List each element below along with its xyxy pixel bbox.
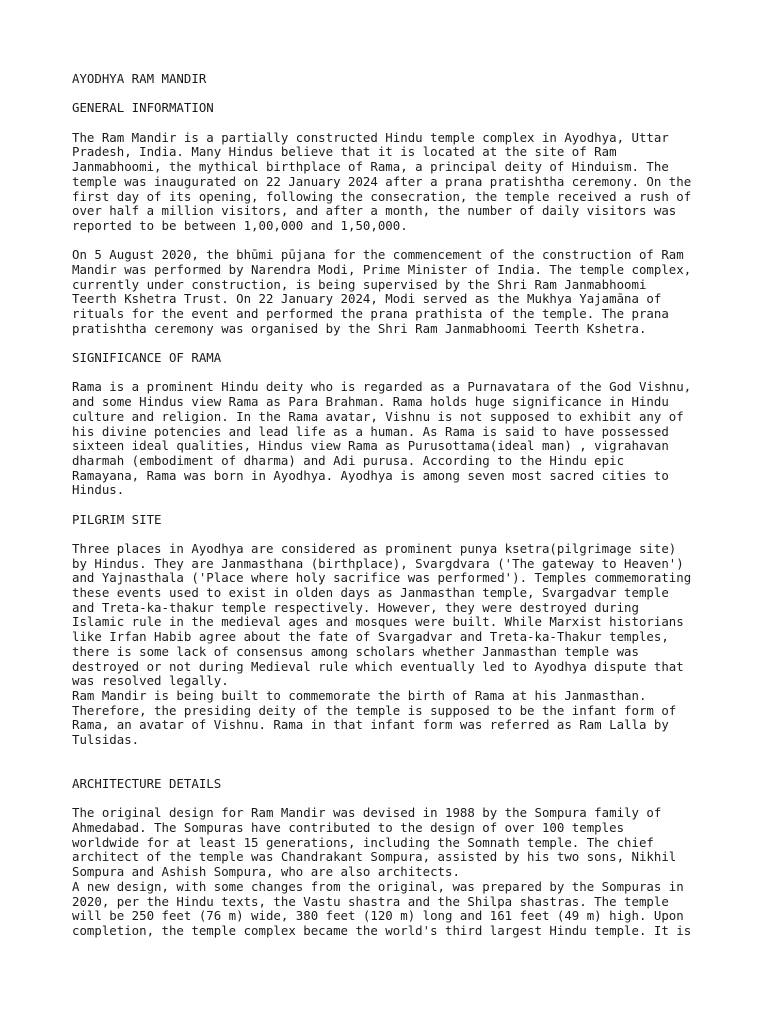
text-line: completion, the temple complex became the world's third largest Hindu temple. It is: [72, 922, 692, 938]
paragraph-general-1: [72, 131, 700, 234]
text-line: Teerth Kshetra Trust. On 22 January 2024, Modi served as the Mukhya Yajamāna of: [72, 291, 662, 307]
text-line: Islamic rule in the medieval ages and mosques were built. While Marxist historians: [72, 614, 684, 630]
text-line: and some Hindus view Rama as Para Brahman. Rama holds huge significance in Hindu: [72, 394, 669, 410]
spacer: [72, 234, 700, 249]
text-line: destroyed or not during Medieval rule which eventually led to Ayodhya dispute that: [72, 658, 684, 674]
text-line: A new design, with some changes from the original, was prepared by the Sompuras in: [72, 878, 684, 894]
text-line: and Yajnasthala ('Place where holy sacrifice was performed'). Temples commemorating: [72, 570, 692, 586]
section-heading-general-information: GENERAL INFORMATION: [72, 100, 214, 116]
paragraph-significance: [72, 380, 700, 498]
spacer: [72, 792, 700, 807]
text-line: his divine potencies and lead life as a human. As Rama is said to have possessed: [72, 423, 669, 439]
text-line: sixteen ideal qualities, Hindus view Rama as Purusottama(ideal man) , vigrahavan: [72, 438, 669, 454]
spacer: [72, 116, 700, 131]
text-line: and Treta-ka-thakur temple respectively. However, they were destroyed during: [72, 599, 639, 615]
text-line: by Hindus. They are Janmasthana (birthplace), Svargdvara ('The gateway to Heaven'): [72, 555, 684, 571]
text-line: Sompura and Ashish Sompura, who are also architects.: [72, 864, 460, 880]
text-line: will be 250 feet (76 m) wide, 380 feet (120 m) long and 161 feet (49 m) high. Upon: [72, 908, 684, 924]
spacer: [72, 498, 700, 513]
text-line: Hindus.: [72, 482, 125, 498]
text-line: there is some lack of consensus among scholars whether Janmasthan temple was: [72, 643, 639, 659]
text-line: Ramayana, Rama was born in Ayodhya. Ayodhya is among seven most sacred cities to: [72, 467, 669, 483]
text-line: On 5 August 2020, the bhūmi pūjana for the commencement of the construction of Ram: [72, 247, 684, 263]
text-line: The original design for Ram Mandir was devised in 1988 by the Sompura family of: [72, 805, 662, 821]
paragraph-pilgrim: [72, 542, 700, 748]
spacer: [72, 762, 700, 777]
paragraph-general-2: [72, 248, 700, 336]
spacer: [72, 527, 700, 542]
text-line: over half a million visitors, and after a month, the number of daily visitors was: [72, 203, 677, 219]
text-line: was resolved legally.: [72, 673, 229, 689]
spacer: [72, 336, 700, 351]
text-line: Therefore, the presiding deity of the temple is supposed to be the infant form of: [72, 702, 677, 718]
text-line: Ram Mandir is being built to commemorate the birth of Rama at his Janmasthan.: [72, 687, 647, 703]
spacer: [72, 366, 700, 381]
text-line: architect of the temple was Chandrakant Sompura, assisted by his two sons, Nikhil: [72, 849, 677, 865]
text-line: The Ram Mandir is a partially constructed Hindu temple complex in Ayodhya, Uttar: [72, 129, 669, 145]
text-line: 2020, per the Hindu texts, the Vastu shastra and the Shilpa shastras. The temple: [72, 893, 669, 909]
text-line: Ahmedabad. The Sompuras have contributed to the design of over 100 temples: [72, 820, 625, 836]
text-line: Tulsidas.: [72, 731, 140, 747]
document-title: AYODHYA RAM MANDIR: [72, 71, 207, 86]
text-line: Pradesh, India. Many Hindus believe that it is located at the site of Ram: [72, 144, 617, 160]
text-line: first day of its opening, following the consecration, the temple received a rush of: [72, 188, 692, 204]
text-line: Rama is a prominent Hindu deity who is regarded as a Purnavatara of the God Vishnu,: [72, 379, 692, 395]
spacer: [72, 87, 700, 102]
text-line: currently under construction, is being supervised by the Shri Ram Janmabhoomi: [72, 276, 647, 292]
text-line: these events used to exist in olden days as Janmasthan temple, Svargadvar temple: [72, 585, 669, 601]
document-page: [72, 72, 700, 939]
text-line: Mandir was performed by Narendra Modi, Prime Minister of India. The temple complex,: [72, 261, 692, 277]
section-heading-significance-of-rama: SIGNIFICANCE OF RAMA: [72, 350, 222, 366]
text-line: Three places in Ayodhya are considered as prominent punya ksetra(pilgrimage site): [72, 541, 677, 556]
spacer: [72, 748, 700, 763]
text-line: rituals for the event and performed the prana prathista of the temple. The prana: [72, 306, 669, 321]
section-heading-architecture-details: ARCHITECTURE DETAILS: [72, 776, 222, 791]
text-line: Rama, an avatar of Vishnu. Rama in that infant form was referred as Ram Lalla by: [72, 717, 669, 733]
text-line: dharmah (embodiment of dharma) and Adi purusa. According to the Hindu epic: [72, 452, 625, 468]
text-line: temple was inaugurated on 22 January 2024 after a prana pratishtha ceremony. On the: [72, 173, 692, 189]
text-line: worldwide for at least 15 generations, including the Somnath temple. The chief: [72, 834, 654, 850]
text-line: culture and religion. In the Rama avatar, Vishnu is not supposed to exhibit any of: [72, 408, 684, 424]
paragraph-architecture: [72, 806, 700, 938]
section-heading-pilgrim-site: PILGRIM SITE: [72, 511, 162, 527]
text-line: like Irfan Habib agree about the fate of Svargadvar and Treta-ka-Thakur temples,: [72, 629, 669, 645]
text-line: pratishtha ceremony was organised by the Shri Ram Janmabhoomi Teerth Kshetra.: [72, 320, 647, 336]
text-line: reported to be between 1,00,000 and 1,50,000.: [72, 217, 408, 233]
text-line: Janmabhoomi, the mythical birthplace of Rama, a principal deity of Hinduism. The: [72, 159, 669, 175]
